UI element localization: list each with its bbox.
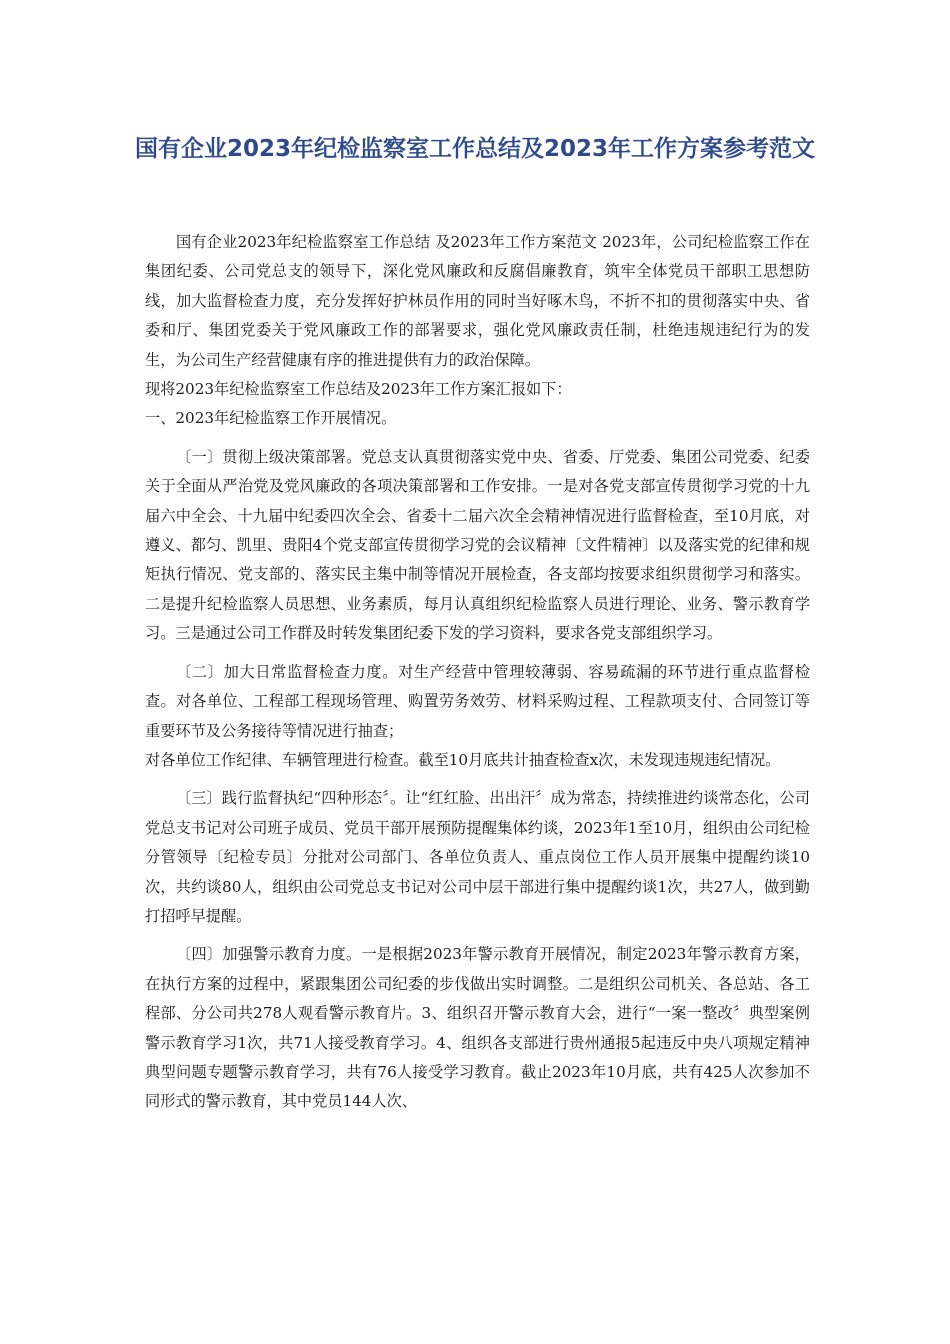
document-title: 国有企业2023年纪检监察室工作总结及2023年工作方案参考范文 <box>134 136 816 162</box>
item-three-paragraph: 〔三〕践行监督执纪“四种形态〞。让“红红脸、出出汗〞成为常态，持续推进约谈常态化，公司党总支书记对公司班子成员、党员干部开展预防提醒集体约谈，2023年1至10月，组织由公司纪检分管领导〔纪检专员〕分批对公司部门、各单位负责人、重点岗位工作人员开展集中提醒约谈10次，共约谈80人，组织由公司党总支书记对公司中层干部进行集中提醒约谈1次，共27人，做到勤打招呼早提醒。 <box>145 789 810 925</box>
intro-paragraph: 国有企业2023年纪检监察室工作总结 及2023年工作方案范文 2023年，公司纪检监察工作在集团纪委、公司党总支的领导下，深化党风廉政和反腐倡廉教育，筑牢全体党员干部职工思想防线，加大监督检查力度，充分发挥好护林员作用的同时当好啄木鸟，不折不扣的贯彻落实中央、省委和厅、集团党委关于党风廉政工作的部署要求，强化党风廉政责任制，杜绝违规违纪行为的发生，为公司生产经营健康有序的推进提供有力的政治保障。 <box>145 233 810 369</box>
document-body <box>145 228 810 1117</box>
item-four-paragraph: 〔四〕加强警示教育力度。一是根据2023年警示教育开展情况，制定2023年警示教育方案，在执行方案的过程中，紧跟集团公司纪委的步伐做出实时调整。二是组织公司机关、各总站、各工程部、分公司共278人观看警示教育片。3、组织召开警示教育大会，进行“一案一整改〞典型案例警示教育学习1次，共71人接受教育学习。4、组织各支部进行贵州通报5起违反中央八项规定精神典型问题专题警示教育学习，共有76人接受学习教育。截止2023年10月底，共有425人次参加不同形式的警示教育，其中党员144人次、 <box>145 945 810 1111</box>
item-one-paragraph: 〔一〕贯彻上级决策部署。党总支认真贯彻落实党中央、省委、厅党委、集团公司党委、纪委关于全面从严治党及党风廉政的各项决策部署和工作安排。一是对各党支部宣传贯彻学习党的十九届六中全会、十九届中纪委四次全会、省委十二届六次全会精神情况进行监督检查，至10月底，对遵义、都匀、凯里、贵阳4个党支部宣传贯彻学习党的会议精神〔文件精神〕以及落实党的纪律和规矩执行情况、党支部的、落实民主集中制等情况开展检查，各支部均按要求组织贯彻学习和落实。二是提升纪检监察人员思想、业务素质，每月认真组织纪检监察人员进行理论、业务、警示教育学习。三是通过公司工作群及时转发集团纪委下发的学习资料，要求各党支部组织学习。 <box>145 447 810 643</box>
report-lead-line: 现将2023年纪检监察室工作总结及2023年工作方案汇报如下： <box>145 380 572 399</box>
section-heading: 一、2023年纪检监察工作开展情况。 <box>145 409 397 428</box>
item-two-continuation: 对各单位工作纪律、车辆管理进行检查。截至10月底共计抽查检查x次，未发现违规违纪情况。 <box>145 750 781 769</box>
item-two-paragraph: 〔二〕加大日常监督检查力度。对生产经营中管理较薄弱、容易疏漏的环节进行重点监督检查。对各单位、工程部工程现场管理、购置劳务效劳、材料采购过程、工程款项支付、合同签订等重要环节及公务接待等情况进行抽查； <box>145 662 810 740</box>
